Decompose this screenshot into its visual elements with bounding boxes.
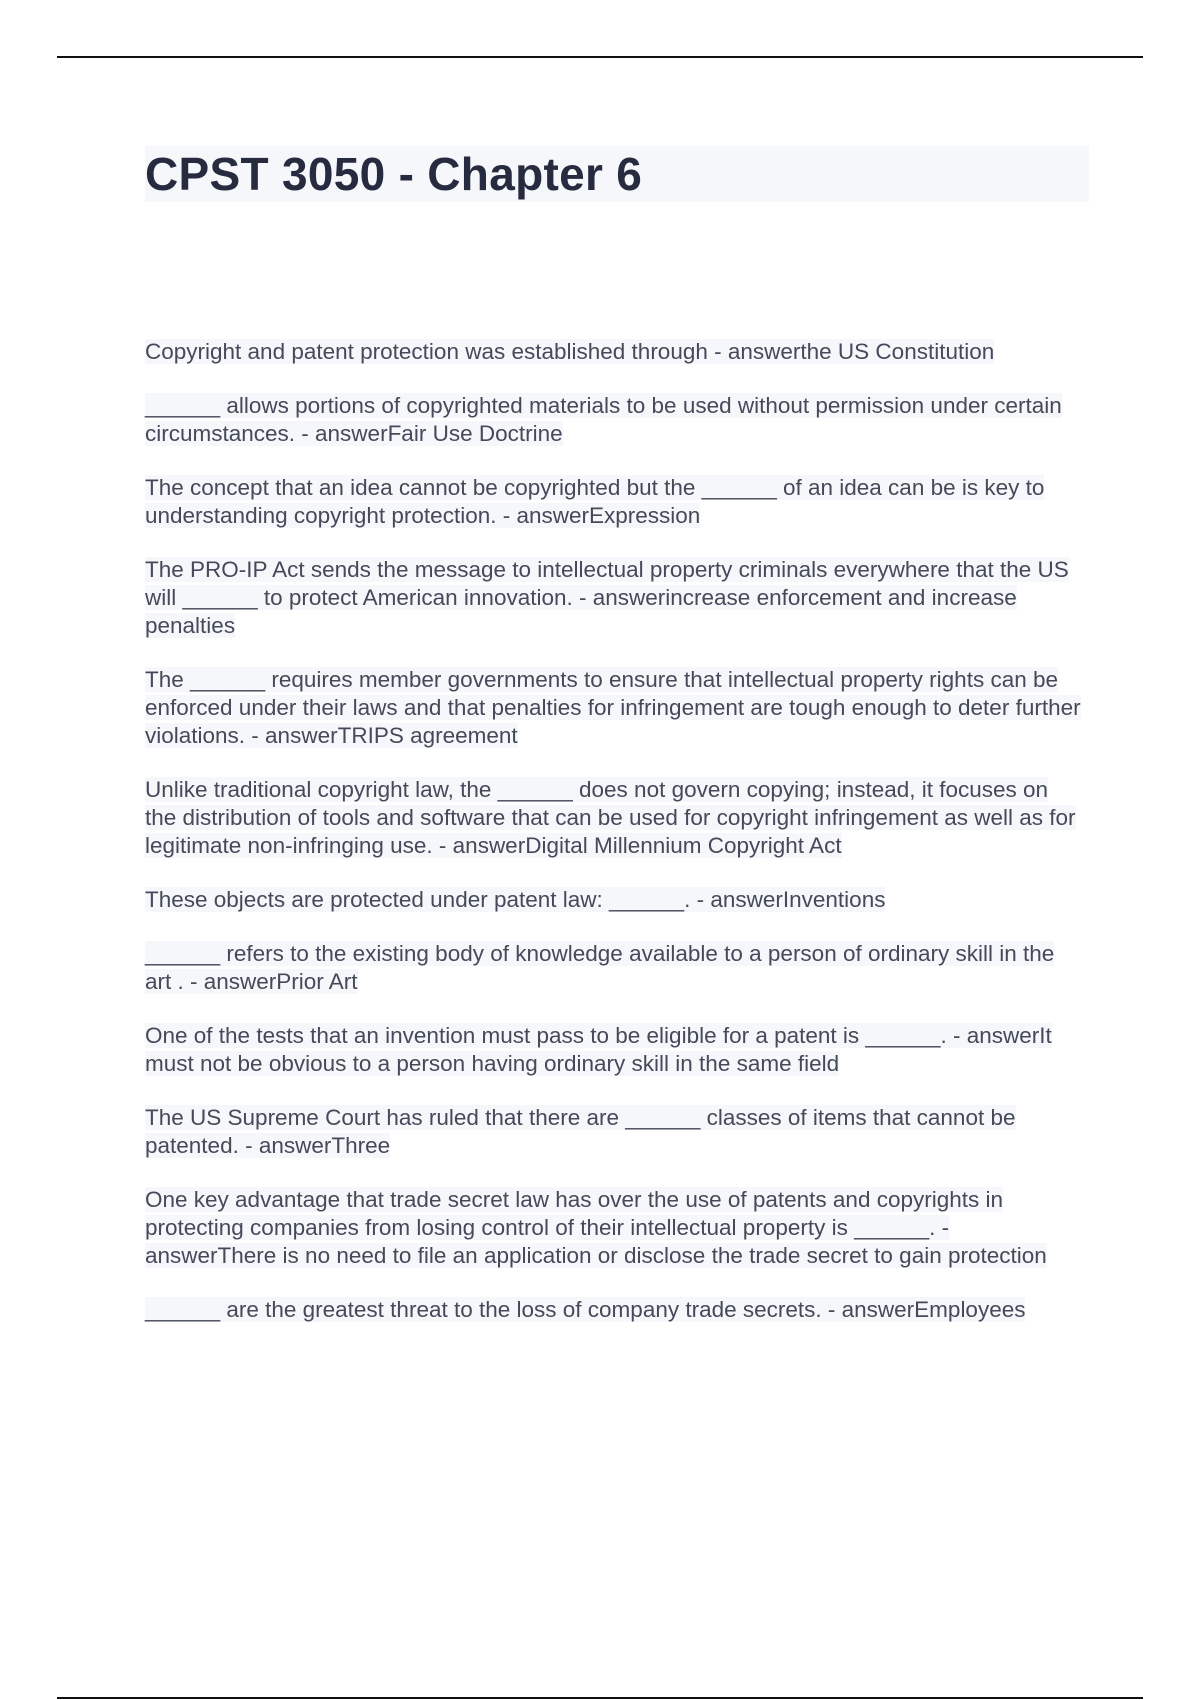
qa-item (145, 1022, 1085, 1078)
qa-list (145, 338, 1085, 1350)
qa-item (145, 776, 1085, 860)
qa-item (145, 1296, 1085, 1324)
qa-item (145, 474, 1085, 530)
title-block (145, 146, 1089, 202)
qa-text: These objects are protected under patent law: ______. - answerInventions (145, 887, 886, 912)
qa-text: The concept that an idea cannot be copyrighted but the ______ of an idea can be is key to understanding copyright protection. - answerExpression (145, 475, 1045, 528)
qa-item (145, 1104, 1085, 1160)
qa-text: Unlike traditional copyright law, the ______ does not govern copying; instead, it focuses on the distribution of tools and software that can be used for copyright infringement as well as for legitimate non-infringing use. - answerDigital Millennium Copyright Act (145, 777, 1076, 858)
qa-item (145, 886, 1085, 914)
qa-text: Copyright and patent protection was established through - answerthe US Constitution (145, 339, 995, 364)
qa-text: ______ are the greatest threat to the loss of company trade secrets. - answerEmployees (145, 1297, 1026, 1322)
qa-text: One key advantage that trade secret law has over the use of patents and copyrights in protecting companies from losing control of their intellectual property is ______. - answerThere is no need to file an application or disclose the trade secret to gain protection (145, 1187, 1047, 1268)
qa-item (145, 940, 1085, 996)
qa-text: ______ refers to the existing body of knowledge available to a person of ordinary skill in the art . - answerPrior Art (145, 941, 1055, 994)
qa-text: The PRO-IP Act sends the message to intellectual property criminals everywhere that the US will ______ to protect American innovation. - answerincrease enforcement and increase penalties (145, 557, 1069, 638)
qa-item (145, 666, 1085, 750)
qa-text: One of the tests that an invention must pass to be eligible for a patent is ______. - answerIt must not be obvious to a person having ordinary skill in the same field (145, 1023, 1052, 1076)
qa-text: The US Supreme Court has ruled that there are ______ classes of items that cannot be patented. - answerThree (145, 1105, 1016, 1158)
page-title: CPST 3050 - Chapter 6 (145, 148, 643, 200)
bottom-rule (57, 1697, 1143, 1699)
qa-text: The ______ requires member governments to ensure that intellectual property rights can be enforced under their laws and that penalties for infringement are tough enough to deter further violations. - answerTRIPS agreement (145, 667, 1081, 748)
qa-text: ______ allows portions of copyrighted materials to be used without permission under certain circumstances. - answerFair Use Doctrine (145, 393, 1062, 446)
qa-item (145, 1186, 1085, 1270)
qa-item (145, 392, 1085, 448)
top-rule (57, 56, 1143, 58)
qa-item (145, 338, 1085, 366)
qa-item (145, 556, 1085, 640)
